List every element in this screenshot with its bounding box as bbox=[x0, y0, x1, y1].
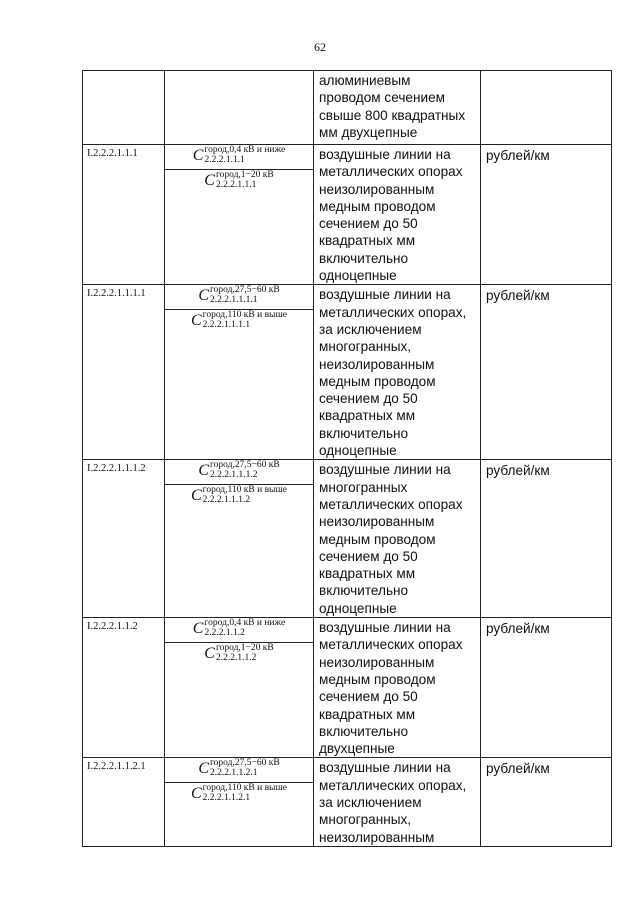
symbol-subscript: 2.2.2.1.1.1.1 bbox=[210, 295, 258, 306]
description-cell bbox=[314, 758, 481, 846]
description-line: проводом сечением bbox=[319, 90, 445, 106]
symbol-subscript: 2.2.2.1.1.2.1 bbox=[210, 768, 258, 779]
unit-label: рублей/км bbox=[486, 463, 550, 479]
description-line: металлических опорах bbox=[319, 164, 463, 180]
price-symbol bbox=[165, 758, 313, 782]
symbol-base: C bbox=[192, 620, 204, 638]
symbol-subscript: 2.2.2.1.1.1 bbox=[204, 155, 245, 165]
symbol-base: C bbox=[191, 785, 202, 803]
price-symbol bbox=[165, 145, 313, 169]
description-line: сечением до 50 bbox=[319, 689, 418, 705]
unit-cell bbox=[481, 758, 612, 846]
description-line: медным проводом bbox=[319, 531, 436, 547]
symbol-base: C bbox=[192, 147, 204, 164]
symbol-superscript: город,27,5−60 кВ bbox=[210, 758, 280, 769]
unit-cell bbox=[481, 618, 612, 758]
price-symbol bbox=[165, 642, 313, 667]
symbol-subscript: 2.2.2.1.1.2 bbox=[204, 628, 245, 639]
description-line: сечением до 50 bbox=[319, 216, 418, 232]
code-cell bbox=[83, 285, 165, 460]
symbol-subscript: 2.2.2.1.1.1.2 bbox=[210, 470, 258, 481]
description-cell bbox=[314, 460, 481, 618]
symbol-superscript: город,27,5−60 кВ bbox=[210, 285, 280, 296]
symbol-superscript: город,1−20 кВ bbox=[215, 643, 274, 654]
item-code: I.2.2.2.1.1.2 bbox=[87, 621, 138, 633]
unit-cell bbox=[481, 285, 612, 460]
symbol-subscript: 2.2.2.1.1.1.1 bbox=[202, 320, 251, 331]
page-number: 62 bbox=[314, 40, 326, 54]
description-line: воздушные линии на bbox=[319, 287, 451, 303]
symbol-subscript: 2.2.2.1.1.2.1 bbox=[202, 793, 251, 804]
description-cell bbox=[314, 285, 481, 460]
description-line: многогранных bbox=[319, 479, 408, 495]
price-symbol bbox=[165, 782, 313, 807]
description-line: воздушные линии на bbox=[319, 760, 451, 776]
description-line: одноцепные bbox=[319, 443, 397, 459]
description-line: сечением до 50 bbox=[319, 548, 418, 564]
symbol-base: C bbox=[204, 172, 215, 189]
description-line: неизолированным bbox=[319, 181, 435, 197]
description-line: воздушные линии на bbox=[319, 462, 451, 478]
description-cell bbox=[314, 71, 481, 145]
unit-cell bbox=[481, 71, 612, 145]
description-line: квадратных мм bbox=[319, 706, 416, 722]
table-row bbox=[83, 618, 612, 758]
item-code: I.2.2.2.1.1.1.1 bbox=[87, 288, 146, 300]
description-line: медным проводом bbox=[319, 373, 436, 389]
symbol-base: C bbox=[198, 760, 209, 778]
description-cell bbox=[314, 145, 481, 285]
description-line: воздушные линии на bbox=[319, 147, 451, 162]
description-line: многогранных, bbox=[319, 812, 412, 828]
symbol-base: C bbox=[191, 312, 202, 330]
description-line: воздушные линии на bbox=[319, 620, 451, 636]
description-line: сечением до 50 bbox=[319, 391, 418, 407]
description-line: металлических опорах bbox=[319, 496, 463, 512]
formula-cell bbox=[165, 285, 314, 460]
formula-cell bbox=[165, 618, 314, 758]
description-line: включительно bbox=[319, 583, 409, 599]
symbol-superscript: город,110 кВ и выше bbox=[202, 310, 287, 321]
description-line: свыше 800 квадратных bbox=[319, 107, 466, 123]
price-symbol bbox=[165, 484, 313, 509]
description-line: одноцепные bbox=[319, 268, 397, 284]
description-line: медным проводом bbox=[319, 198, 436, 214]
description-line: металлических опорах, bbox=[319, 777, 467, 793]
formula-cell bbox=[165, 71, 314, 145]
description-line: квадратных мм bbox=[319, 566, 416, 582]
unit-cell bbox=[481, 145, 612, 285]
table-row bbox=[83, 145, 612, 285]
item-code: I.2.2.2.1.1.1.2 bbox=[87, 463, 146, 475]
unit-cell bbox=[481, 460, 612, 618]
unit-label: рублей/км bbox=[486, 148, 550, 163]
formula-cell bbox=[165, 460, 314, 618]
price-symbol bbox=[165, 169, 313, 194]
description-line: неизолированным bbox=[319, 654, 435, 670]
symbol-base: C bbox=[198, 287, 209, 305]
symbol-base: C bbox=[191, 487, 202, 505]
description-line: неизолированным bbox=[319, 829, 435, 845]
item-code: I.2.2.2.1.1.2.1 bbox=[87, 761, 146, 773]
description-line: за исключением bbox=[319, 321, 422, 337]
description-line: металлических опорах, bbox=[319, 304, 467, 320]
description-cell bbox=[314, 618, 481, 758]
code-cell bbox=[83, 460, 165, 618]
table-row-continuation bbox=[83, 71, 612, 145]
description-line: одноцепные bbox=[319, 600, 397, 616]
code-cell bbox=[83, 618, 165, 758]
symbol-superscript: город,1−20 кВ bbox=[215, 170, 274, 180]
formula-cell bbox=[165, 145, 314, 285]
unit-label: рублей/км bbox=[486, 288, 550, 304]
description-line: мм двухцепные bbox=[319, 124, 418, 140]
symbol-superscript: город,110 кВ и выше bbox=[202, 485, 287, 496]
description-line: включительно bbox=[319, 250, 409, 266]
description-line: за исключением bbox=[319, 794, 422, 810]
code-cell bbox=[83, 758, 165, 846]
symbol-base: C bbox=[198, 462, 209, 480]
price-symbol bbox=[165, 618, 313, 642]
code-cell bbox=[83, 145, 165, 285]
price-symbol bbox=[165, 285, 313, 309]
symbol-subscript: 2.2.2.1.1.1 bbox=[215, 180, 257, 190]
symbol-subscript: 2.2.2.1.1.1.2 bbox=[202, 495, 251, 506]
description-line: алюминиевым bbox=[319, 73, 411, 88]
table-row bbox=[83, 460, 612, 618]
tariff-table bbox=[82, 70, 612, 847]
description-line: неизолированным bbox=[319, 514, 435, 530]
description-line: неизолированным bbox=[319, 356, 435, 372]
item-code: I.2.2.2.1.1.1 bbox=[87, 148, 138, 159]
code-cell bbox=[83, 71, 165, 145]
description-line: квадратных мм bbox=[319, 408, 416, 424]
description-line: включительно bbox=[319, 425, 409, 441]
symbol-superscript: город,27,5−60 кВ bbox=[210, 460, 280, 471]
symbol-superscript: город,0,4 кВ и ниже bbox=[204, 145, 286, 155]
description-line: включительно bbox=[319, 723, 409, 739]
description-line: двухцепные bbox=[319, 741, 395, 757]
price-symbol bbox=[165, 460, 313, 484]
table-row bbox=[83, 285, 612, 460]
symbol-superscript: город,0,4 кВ и ниже bbox=[204, 618, 286, 629]
unit-label: рублей/км bbox=[486, 761, 550, 777]
symbol-base: C bbox=[204, 645, 215, 663]
description-line: многогранных, bbox=[319, 339, 412, 355]
symbol-subscript: 2.2.2.1.1.2 bbox=[215, 653, 257, 664]
description-line: металлических опорах bbox=[319, 637, 463, 653]
table-row bbox=[83, 758, 612, 846]
price-symbol bbox=[165, 309, 313, 334]
description-line: квадратных мм bbox=[319, 233, 416, 249]
symbol-superscript: город,110 кВ и выше bbox=[202, 783, 287, 794]
description-line: медным проводом bbox=[319, 671, 436, 687]
unit-label: рублей/км bbox=[486, 621, 550, 637]
formula-cell bbox=[165, 758, 314, 846]
